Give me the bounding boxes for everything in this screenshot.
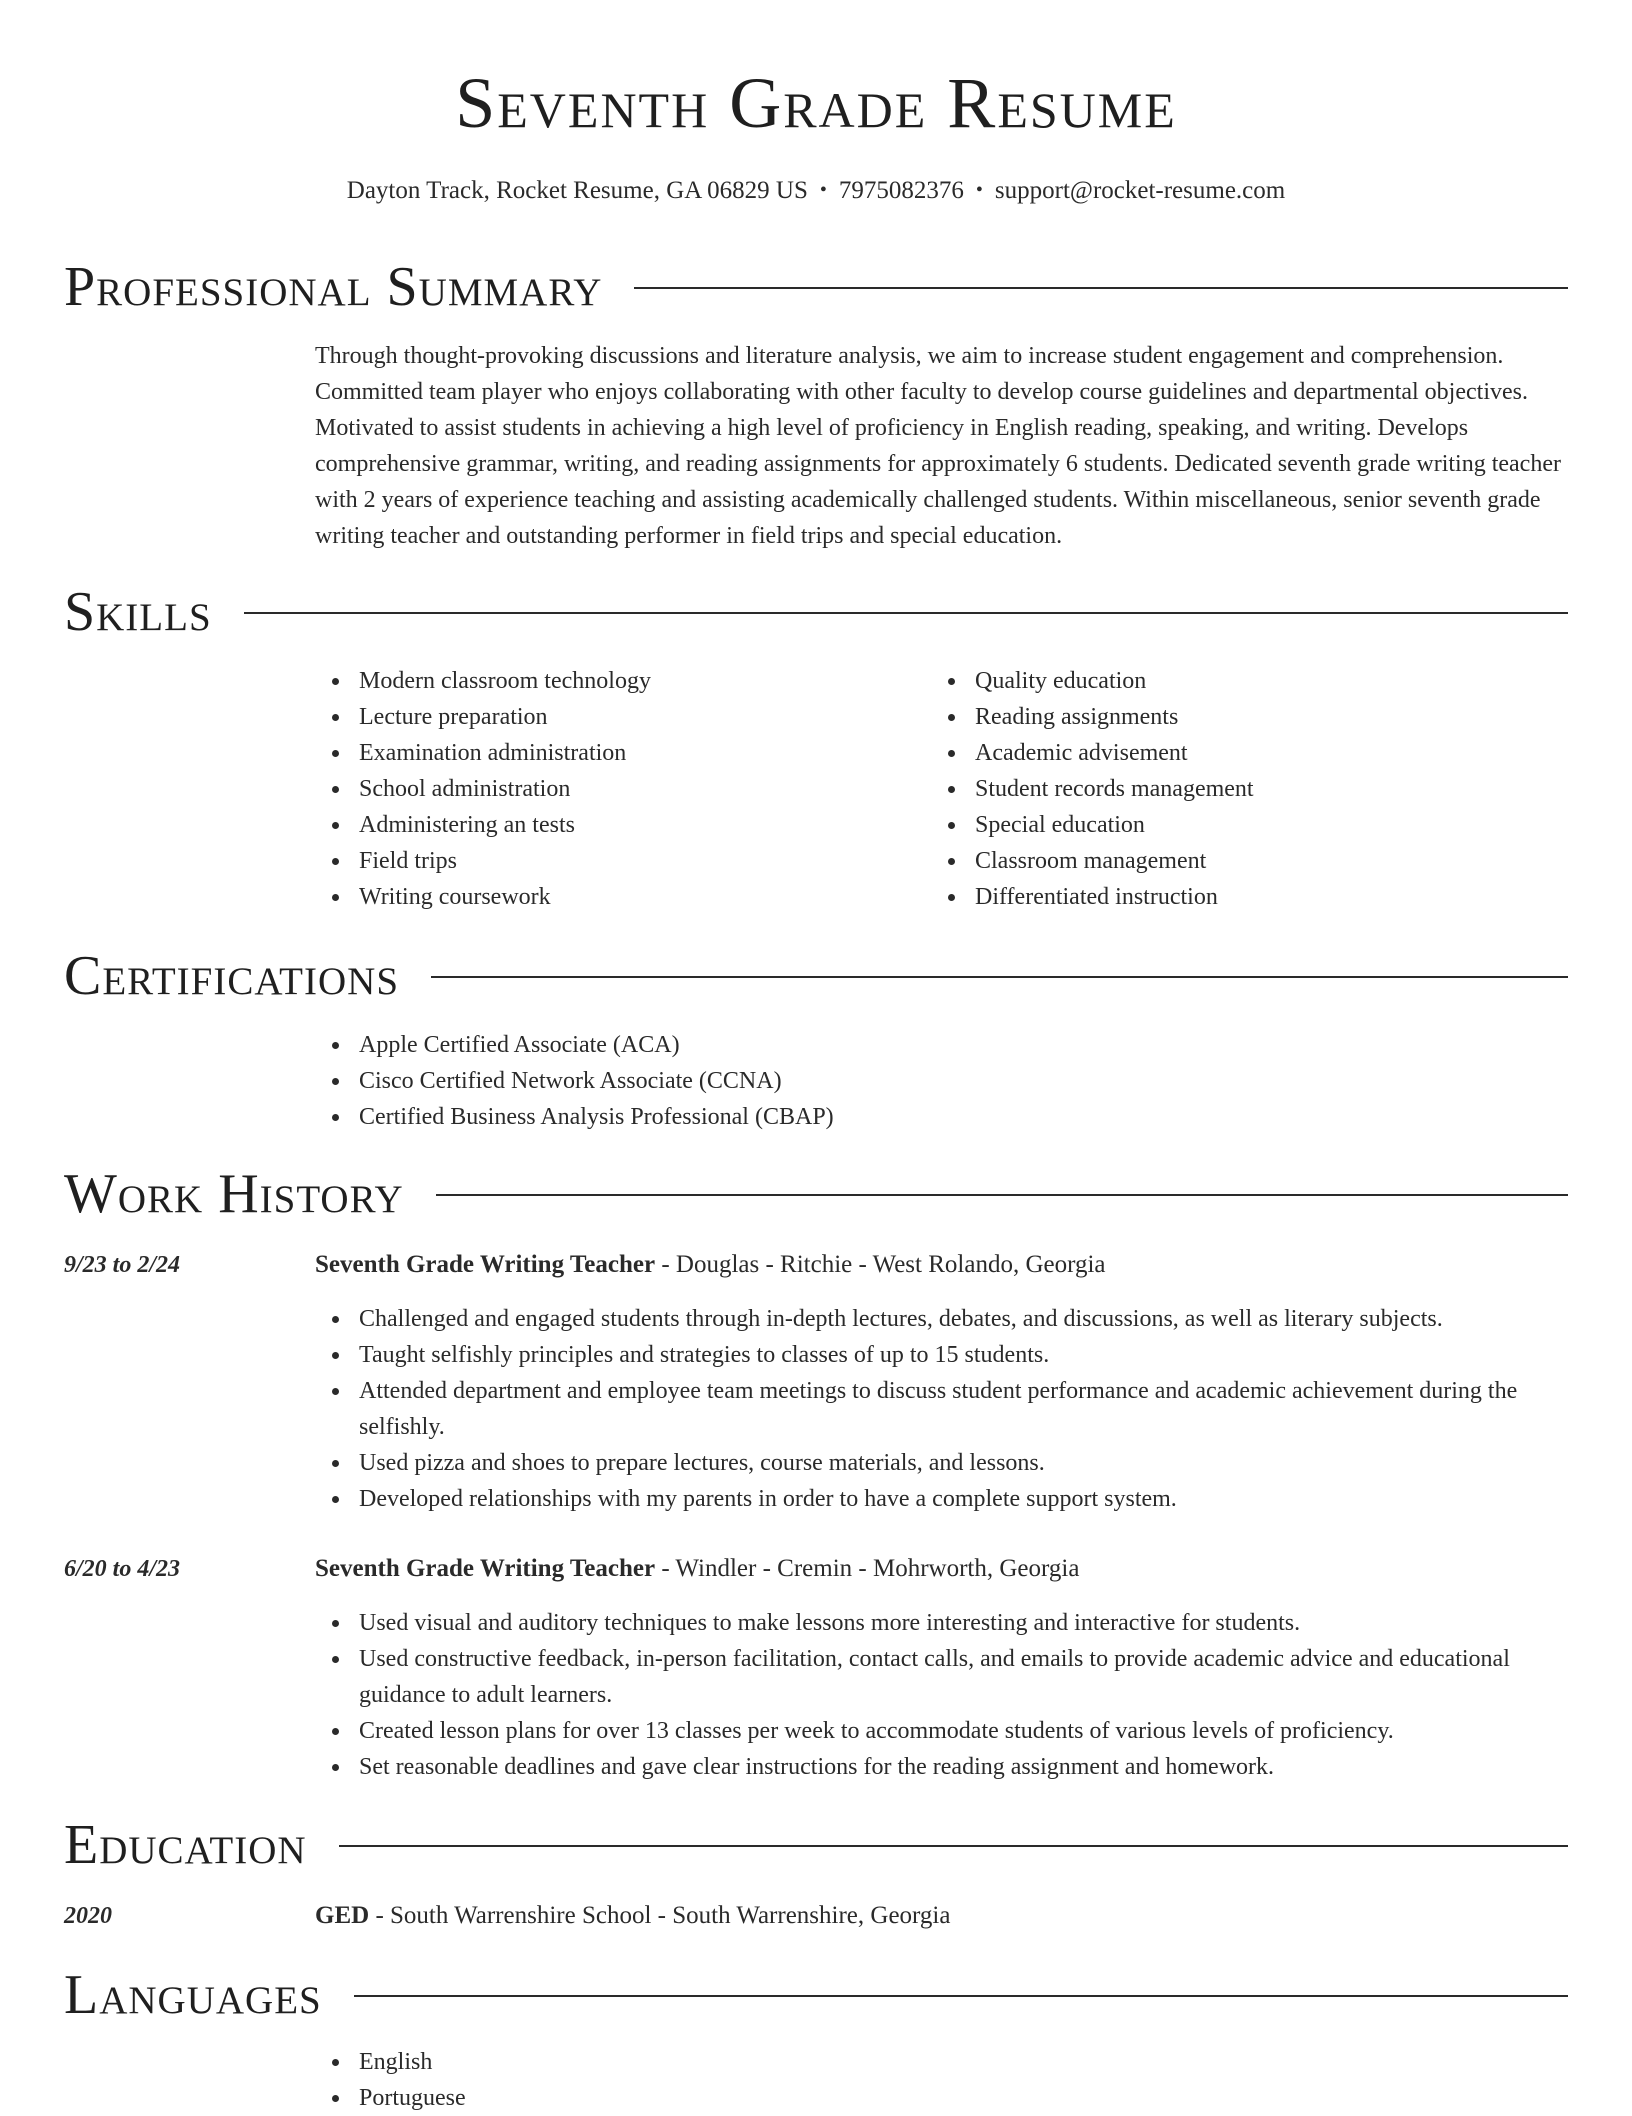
- certification-item: Cisco Certified Network Associate (CCNA): [359, 1063, 1570, 1099]
- resume-name: Seventh Grade Resume: [455, 63, 1177, 143]
- job-duties: [315, 1605, 1570, 1785]
- skill-item: Differentiated instruction: [975, 879, 1531, 915]
- job-heading: [315, 1247, 1570, 1283]
- education-school: - South Warrenshire School - South Warrenshire, Georgia: [369, 1902, 951, 1929]
- education-section-header: [64, 1813, 1568, 1877]
- contact-email: support@rocket-resume.com: [994, 177, 1286, 204]
- section-divider: [634, 287, 1568, 289]
- education-degree: GED: [315, 1902, 370, 1929]
- summary-text: Through thought-provoking discussions and literature analysis, we aim to increase student engagement and comprehension. Committed team player who enjoys collaborating with other faculty to develop course guidelines and departmental objectives. Motivated to assist students in achieving a high level of proficiency in English reading, speaking, and writing. Develops comprehensive grammar, writing, and reading assignments for approximately 6 students. Dedicated seventh grade writing teacher with 2 years of experience teaching and assisting academically challenged students. Within miscellaneous, senior seventh grade writing teacher and outstanding performer in field trips and special education.: [315, 343, 1561, 549]
- languages-list: [315, 2044, 1570, 2116]
- job-employer: - Douglas - Ritchie - West Rolando, Georgia: [655, 1251, 1106, 1278]
- contact-separator: •: [975, 179, 983, 201]
- work-section-title: Work History: [64, 1163, 404, 1225]
- skill-item: School administration: [359, 771, 915, 807]
- certification-item: Apple Certified Associate (ACA): [359, 1027, 1570, 1063]
- job-duty-item: Created lesson plans for over 13 classes per week to accommodate students of various levels of proficiency.: [359, 1713, 1570, 1749]
- job-heading: [315, 1551, 1570, 1587]
- job-duty-item: Developed relationships with my parents in order to have a complete support system.: [359, 1481, 1570, 1517]
- job-duty-item: Used visual and auditory techniques to make lessons more interesting and interactive for students.: [359, 1605, 1570, 1641]
- skill-item: Quality education: [975, 663, 1531, 699]
- skills-section-title: Skills: [64, 581, 212, 643]
- skill-item: Lecture preparation: [359, 699, 915, 735]
- job-duty-item: Challenged and engaged students through in-depth lectures, debates, and discussions, as well as literary subjects.: [359, 1301, 1570, 1337]
- skill-item: Reading assignments: [975, 699, 1531, 735]
- section-divider: [244, 612, 1568, 614]
- certifications-list: [315, 1027, 1570, 1135]
- job-employer: - Windler - Cremin - Mohrworth, Georgia: [655, 1555, 1080, 1582]
- skill-item: Special education: [975, 807, 1531, 843]
- certifications-section-header: [64, 944, 1568, 1008]
- job-duties: [315, 1301, 1570, 1517]
- skill-item: Classroom management: [975, 843, 1531, 879]
- contact-line: [0, 174, 1632, 209]
- contact-address: Dayton Track, Rocket Resume, GA 06829 US: [346, 177, 808, 204]
- job-title: Seventh Grade Writing Teacher: [315, 1555, 656, 1582]
- education-section-title: Education: [64, 1814, 307, 1876]
- job-title: Seventh Grade Writing Teacher: [315, 1251, 656, 1278]
- skill-item: Writing coursework: [359, 879, 915, 915]
- education-year: 2020: [64, 1903, 112, 1929]
- job-duty-item: Taught selfishly principles and strategies to classes of up to 15 students.: [359, 1337, 1570, 1373]
- job-dates: 9/23 to 2/24: [64, 1252, 181, 1278]
- skill-item: Examination administration: [359, 735, 915, 771]
- section-divider: [354, 1995, 1568, 1997]
- skill-item: Modern classroom technology: [359, 663, 915, 699]
- skill-item: Student records management: [975, 771, 1531, 807]
- summary-section-header: [64, 255, 1568, 319]
- summary-section-title: Professional Summary: [64, 256, 603, 318]
- job-duty-item: Used constructive feedback, in-person facilitation, contact calls, and emails to provide academic advice and educational guidance to adult learners.: [359, 1641, 1570, 1713]
- job-duty-item: Used pizza and shoes to prepare lectures, course materials, and lessons.: [359, 1445, 1570, 1481]
- skills-right-column: [931, 663, 1531, 915]
- work-section-header: [64, 1162, 1568, 1226]
- education-heading: [315, 1898, 1570, 1934]
- skills-section-header: [64, 580, 1568, 644]
- section-divider: [436, 1194, 1568, 1196]
- contact-phone: 7975082376: [838, 177, 964, 204]
- job-duty-item: Attended department and employee team meetings to discuss student performance and academic achievement during the selfishly.: [359, 1373, 1570, 1445]
- skill-item: Administering an tests: [359, 807, 915, 843]
- job-dates: 6/20 to 4/23: [64, 1556, 181, 1582]
- section-divider: [339, 1845, 1568, 1847]
- job-duty-item: Set reasonable deadlines and gave clear instructions for the reading assignment and homework.: [359, 1749, 1570, 1785]
- certifications-section-title: Certifications: [64, 945, 400, 1007]
- skill-item: Field trips: [359, 843, 915, 879]
- skill-item: Academic advisement: [975, 735, 1531, 771]
- section-divider: [431, 976, 1568, 978]
- certification-item: Certified Business Analysis Professional (CBAP): [359, 1099, 1570, 1135]
- languages-section-header: [64, 1963, 1568, 2027]
- language-item: English: [359, 2044, 1570, 2080]
- contact-separator: •: [819, 179, 827, 201]
- language-item: Portuguese: [359, 2080, 1570, 2116]
- languages-section-title: Languages: [64, 1964, 322, 2026]
- skills-left-column: [315, 663, 915, 915]
